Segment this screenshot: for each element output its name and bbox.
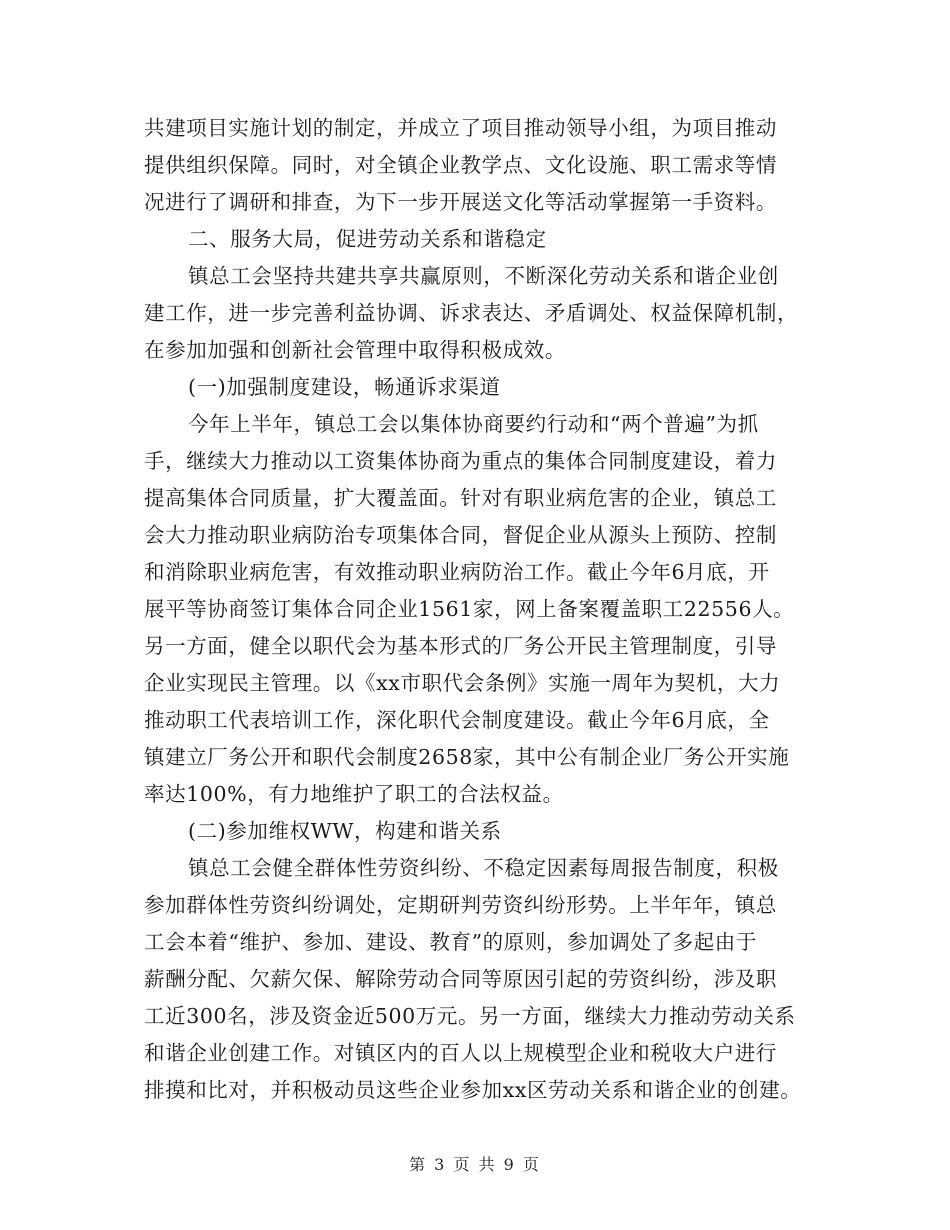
text-line: 薪酬分配、欠薪欠保、解除劳动合同等原因引起的劳资纠纷，涉及职 — [144, 967, 777, 991]
text-line: 工会本着“维护、参加、建设、教育”的原则，参加调处了多起由于 — [144, 930, 757, 954]
text-line: 工近300名，涉及资金近500万元。另一方面，继续大力推动劳动关系 — [144, 1004, 796, 1028]
text-line: 镇总工会坚持共建共享共赢原则，不断深化劳动关系和谐企业创 — [188, 264, 779, 288]
text-line: 手，继续大力推动以工资集体协商为重点的集体合同制度建设，着力 — [144, 449, 777, 473]
text-line: 展平等协商签订集体合同企业1561家，网上备案覆盖职工22556人。 — [144, 597, 795, 621]
text-line: 镇总工会健全群体性劳资纠纷、不稳定因素每周报告制度，积极 — [188, 856, 779, 880]
text-line: 提高集体合同质量，扩大覆盖面。针对有职业病危害的企业，镇总工 — [144, 486, 777, 510]
text-line: 参加群体性劳资纠纷调处，定期研判劳资纠纷形势。上半年年，镇总 — [144, 893, 777, 917]
text-line: 况进行了调研和排查，为下一步开展送文化等活动掌握第一手资料。 — [144, 190, 777, 214]
text-line: 排摸和比对，并积极动员这些企业参加xx区劳动关系和谐企业的创建。 — [144, 1078, 802, 1102]
text-line: 会大力推动职业病防治专项集体合同，督促企业从源头上预防、控制 — [144, 523, 777, 547]
text-line: 共建项目实施计划的制定，并成立了项目推动领导小组，为项目推动 — [144, 116, 777, 140]
section-heading: 二、服务大局，促进劳动关系和谐稳定 — [188, 227, 547, 251]
subsection-heading: (一)加强制度建设，畅通诉求渠道 — [188, 375, 501, 399]
subsection-heading: (二)参加维权WW，构建和谐关系 — [188, 819, 502, 843]
text-line: 在参加加强和创新社会管理中取得积极成效。 — [144, 338, 566, 362]
text-line: 推动职工代表培训工作，深化职代会制度建设。截止今年6月底，全 — [144, 708, 770, 732]
text-line: 另一方面，健全以职代会为基本形式的厂务公开民主管理制度，引导 — [144, 634, 777, 658]
page-number-footer: 第 3 页 共 9 页 — [409, 1155, 541, 1174]
text-line: 企业实现民主管理。以《xx市职代会条例》实施一周年为契机，大力 — [144, 671, 781, 695]
text-line: 率达100%，有力地维护了职工的合法权益。 — [144, 782, 564, 806]
text-line: 和消除职业病危害，有效推动职业病防治工作。截止今年6月底，开 — [144, 560, 770, 584]
text-line: 建工作，进一步完善利益协调、诉求表达、矛盾调处、权益保障机制， — [144, 301, 799, 325]
text-line: 和谐企业创建工作。对镇区内的百人以上规模型企业和税收大户进行 — [144, 1041, 777, 1065]
text-line: 今年上半年，镇总工会以集体协商要约行动和“两个普遍”为抓 — [188, 412, 759, 436]
text-line: 镇建立厂务公开和职代会制度2658家，其中公有制企业厂务公开实施 — [144, 745, 790, 769]
text-line: 提供组织保障。同时，对全镇企业教学点、文化设施、职工需求等情 — [144, 153, 777, 177]
